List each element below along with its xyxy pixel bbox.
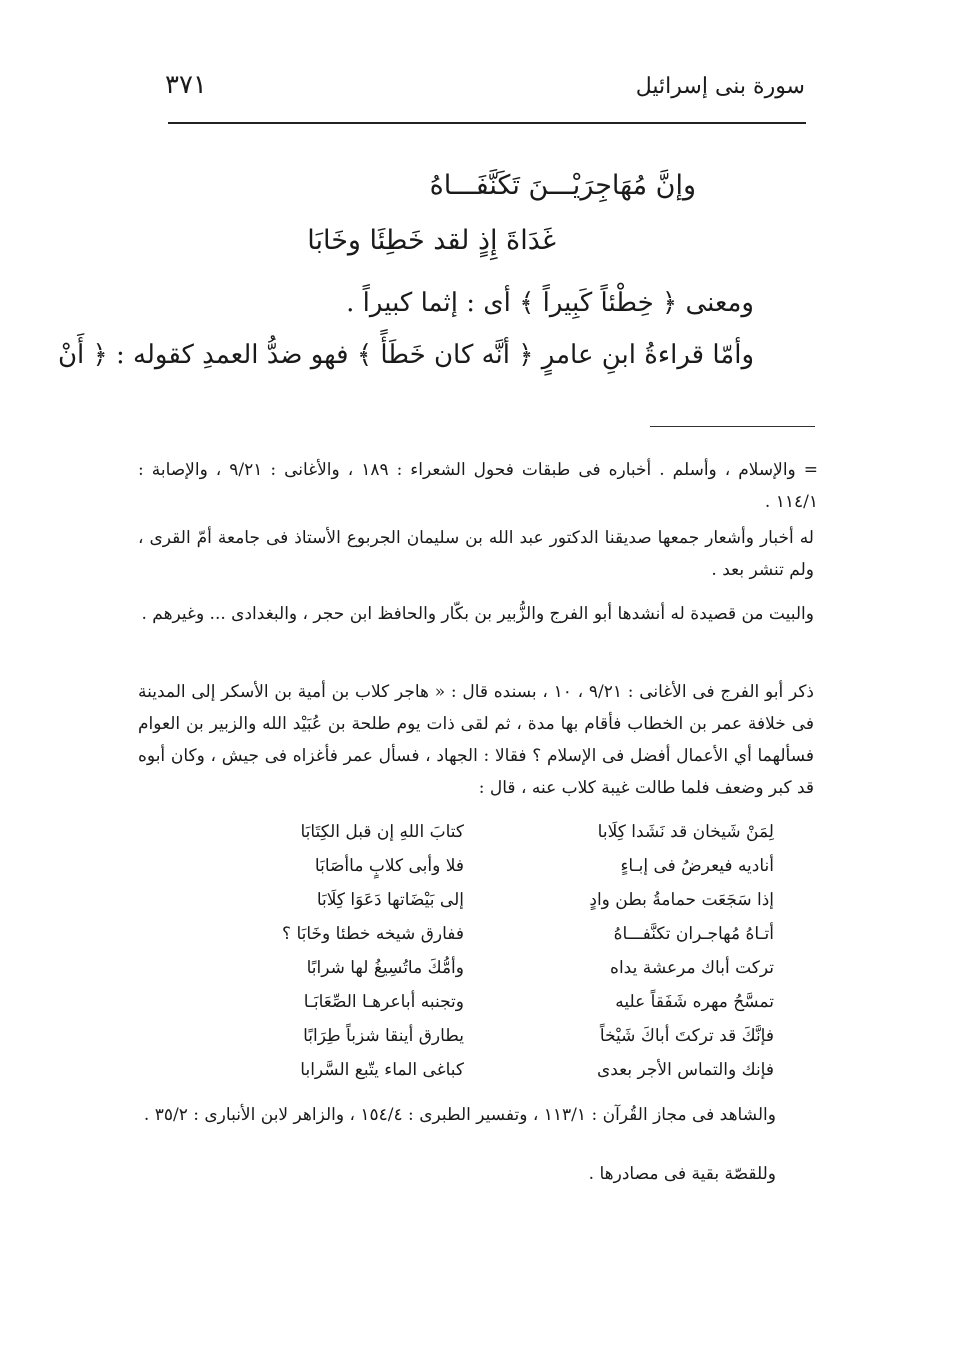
poem-verse <box>214 822 774 856</box>
poem-verse <box>214 1026 774 1060</box>
verse-line-2: غَدَاةَ إِذٍ لقد خَطِئَا وخَابَا <box>307 225 556 256</box>
poem-first-hemistich: فإنَّكَ قد تركتَ أباكَ شَيْخاً <box>599 1026 774 1046</box>
poem-second-hemistich: يطارق أينقا شزباً طِرَابًا <box>303 1026 464 1046</box>
page-number: ٣٧١ <box>165 70 207 100</box>
page-header <box>165 70 805 110</box>
poem-first-hemistich: تمسَّحُ مهره شَفَقاً عليه <box>615 992 774 1012</box>
footnote-rule <box>650 426 815 427</box>
poem-first-hemistich: لِمَنْ شَيخان قد نَشَدا كِلَابا <box>597 822 774 842</box>
verse-line-1: وإنَّ مُهَاجِرَيْـــنَ تَكَنَّفَـــاهُ <box>429 170 696 201</box>
poem-second-hemistich: ففارق شيخه خطئا وخَابَا ؟ <box>282 924 464 944</box>
poem-second-hemistich: فلا وأبى كلابٍ ماأصَابَا <box>314 856 464 876</box>
poem-verse <box>214 924 774 958</box>
footnote-paragraph-6: وللقصّة بقية فى مصادرها . <box>588 1164 776 1184</box>
poem-second-hemistich: وأمُّكَ ماتُسِيغُ لها شرابًا <box>306 958 464 978</box>
poem-second-hemistich: كباغى الماء يتّبع السَّرابا <box>300 1060 464 1080</box>
footnote-paragraph-2: له أخبار وأشعار جمعها صديقنا الدكتور عبد الله بن سليمان الجربوع الأستاذ فى جامعة أمّ القرى ، ولم تنشر بعد . <box>138 528 814 580</box>
main-text-line-2: وأمّا قراءةُ ابنِ عامرٍ ﴿ أنَّه كان خَطَأً ﴾ فهو ضدُّ العمدِ كقوله : ﴿ أَنْ <box>57 340 754 370</box>
poem-second-hemistich: إلى بَيْضَاتها دَعَوَا كِلَابَا <box>316 890 464 910</box>
footnote-paragraph-3: والبيت من قصيدة له أنشدها أبو الفرج والزُّبير بن بكّار والحافظ ابن حجر ، والبغدادى ... وغيرهم . <box>141 604 814 624</box>
poem-first-hemistich: فإنك والتماس الأجر بعدى <box>596 1060 774 1080</box>
poem-verse <box>214 1060 774 1094</box>
poem-verse <box>214 992 774 1026</box>
footnote-paragraph-4: ذكر أبو الفرج فى الأغانى : ٩/٢١ ، ١٠ ، بسنده قال : « هاجر كلاب بن أمية بن الأسكر إلى المدينة فى خلافة عمر بن الخطاب فأقام بها مدة ، ثم لقى ذات يوم طلحة بن عُبَيْد الله والزبير بن العوام فسألهما أي الأعمال أفضل فى الإسلام ؟ فقالا : الجهاد ، فسأل عمر فأغزاه فى جيش ، وكان أبوه قد كبر وضعف فلما طالت غيبة كلاب عنه ، قال : <box>138 682 814 798</box>
poem <box>214 822 774 1094</box>
header-rule <box>168 122 806 124</box>
footnote-paragraph-5: والشاهد فى مجاز القُرآن : ١١٣/١ ، وتفسير الطبرى : ١٥٤/٤ ، والزاهر لابن الأنبارى : ٣٥/٢ . <box>143 1105 776 1125</box>
poem-verse <box>214 890 774 924</box>
poem-second-hemistich: كتابَ اللهِ إن قبل الكِتَابَا <box>300 822 464 842</box>
main-text-line-1: ومعنى ﴿ خِطْئاً كَبِيراً ﴾ أى : إثما كبيراً . <box>346 288 754 318</box>
running-title: سورة بنى إسرائيل <box>635 74 805 99</box>
poem-first-hemistich: أناديه فيعرضُ فى إبـاءٍ <box>620 856 774 876</box>
poem-first-hemistich: أتـاهُ مُهاجـران تكنَّفـــاهُ <box>613 924 774 944</box>
poem-first-hemistich: إذا سَجَعَت حمامةُ بطن وادٍ <box>589 890 774 910</box>
poem-verse <box>214 958 774 992</box>
footnote-paragraph-1: = والإسلام ، وأسلم . أخباره فى طبقات فحول الشعراء : ١٨٩ ، والأغانى : ٩/٢١ ، والإصابة : ١١٤/١ . <box>138 460 818 512</box>
poem-first-hemistich: تركت أباك مرعشة يداه <box>610 958 774 978</box>
poem-verse <box>214 856 774 890</box>
poem-second-hemistich: وتجنبه أباعرهـا الصِّعَابَـا <box>303 992 464 1012</box>
